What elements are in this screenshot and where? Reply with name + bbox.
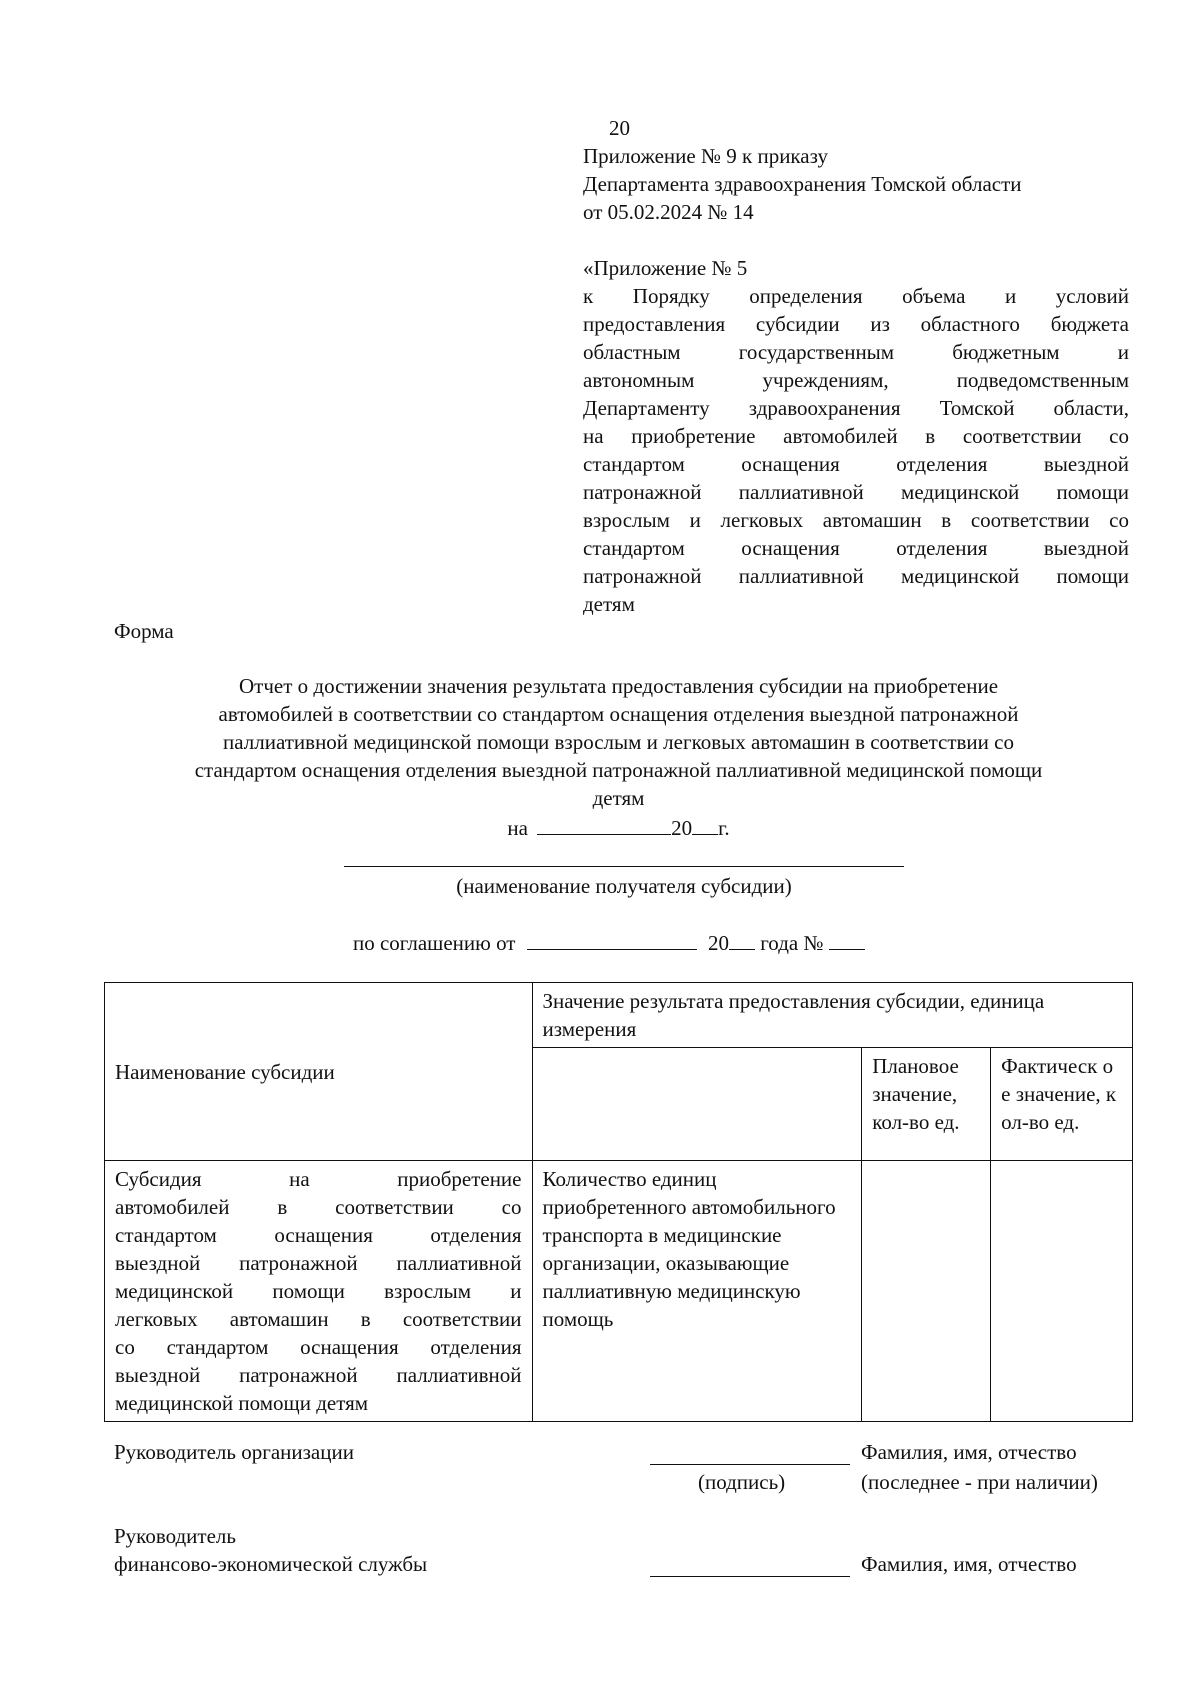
subsidy-line: легковых автомашин в соответствии [115,1307,522,1331]
annex-line: Департаменту здравоохранения Томской области, [583,396,1129,420]
order-header-line2: Департамента здравоохранения Томской области [583,172,1022,196]
report-date-year: 20 [671,816,693,840]
header-subsidy-name: Наименование субсидии [105,983,533,1161]
annex-line: патронажной паллиативной медицинской помощи [583,564,1129,588]
annex-line: стандартом оснащения отделения выездной [583,452,1129,476]
table-row [105,1161,1133,1422]
agreement-year: 20 [707,931,729,955]
signature-caption: (подпись) [698,1470,786,1494]
table-header-row [105,983,1133,1048]
head-fin-line2: финансово-экономической службы [114,1552,428,1576]
order-header-line1: Приложение № 9 к приказу [583,144,828,168]
order-header-line3: от 05.02.2024 № 14 [583,200,754,224]
form-label: Форма [114,619,174,643]
report-date-blank[interactable] [537,812,671,835]
report-date-line [104,812,1133,842]
header-result-group: Значение результата предоставления субсидии, единица измерения [532,983,1133,1048]
row-subsidy-name [105,1161,533,1422]
subsidy-line: выездной патронажной паллиативной [115,1251,522,1275]
fin-signature-line[interactable] [650,1576,850,1577]
annex-line: на приобретение автомобилей в соответствии со [583,424,1129,448]
report-title-line: стандартом оснащения отделения выездной патронажной паллиативной медицинской помощи [194,758,1043,782]
row-plan-value[interactable] [862,1161,991,1422]
row-fact-value[interactable] [991,1161,1133,1422]
signature-line[interactable] [650,1464,850,1465]
fio-note: (последнее - при наличии) [861,1470,1098,1494]
report-title-line: Отчет о достижении значения результата предоставления субсидии на приобретение [238,674,999,698]
report-title-line: детям [592,786,645,810]
annex-line: предоставления субсидии из областного бюджета [583,312,1129,336]
annex-line: к Порядку определения объема и условий [583,284,1129,308]
head-fin-label [114,1522,427,1578]
annex-title: «Приложение № 5 [583,256,748,280]
subsidy-line: Субсидия на приобретение [115,1167,522,1191]
recipient-caption: (наименование получателя субсидии) [456,874,792,898]
header-result-blank [532,1048,862,1161]
subsidy-line: автомобилей в соответствии со [115,1195,522,1219]
page-number: 20 [609,116,630,140]
report-title-line: автомобилей в соответствии со стандартом оснащения отделения выездной патронажной [218,702,1019,726]
subsidy-line: медицинской помощи взрослым и [115,1279,522,1303]
fio-label: Фамилия, имя, отчество [861,1440,1077,1464]
annex-line: стандартом оснащения отделения выездной [583,536,1129,560]
report-year-blank[interactable] [692,812,718,835]
subsidy-line: выездной патронажной паллиативной [115,1363,522,1387]
agreement-suffix: года № [760,931,824,955]
report-table [104,982,1133,1422]
report-date-suffix: г. [718,816,730,840]
fio2-label: Фамилия, имя, отчество [861,1552,1077,1576]
annex-line: областным государственным бюджетным и [583,340,1129,364]
header-plan: Плановое значение, кол-во ед. [862,1048,991,1161]
annex-line: взрослым и легковых автомашин в соответствии со [583,508,1129,532]
agreement-prefix: по соглашению от [353,931,516,955]
annex-block [583,254,1129,618]
annex-line: автономным учреждениям, подведомственным [583,368,1129,392]
recipient-name-line[interactable] [344,866,904,867]
subsidy-line: со стандартом оснащения отделения [115,1335,522,1359]
report-title-line: паллиативной медицинской помощи взрослым и легковых автомашин в соответствии со [223,730,1014,754]
annex-line: патронажной паллиативной медицинской помощи [583,480,1129,504]
agreement-date-blank[interactable] [527,927,697,950]
head-fin-line1: Руководитель [114,1524,236,1548]
header-fact: Фактическ ое значение, кол-во ед. [991,1048,1133,1161]
report-title [104,672,1133,842]
report-date-prefix: на [507,816,528,840]
order-header [583,142,1143,226]
agreement-line [353,927,913,957]
agreement-year-blank[interactable] [729,927,755,950]
annex-line: детям [583,592,635,616]
subsidy-line: медицинской помощи детям [115,1391,369,1415]
row-result: Количество единиц приобретенного автомобильного транспорта в медицинские организации, оказывающие паллиативную медицинскую помощь [532,1161,862,1422]
subsidy-line: стандартом оснащения отделения [115,1223,522,1247]
head-org-label: Руководитель организации [114,1440,354,1464]
agreement-number-blank[interactable] [829,927,865,950]
